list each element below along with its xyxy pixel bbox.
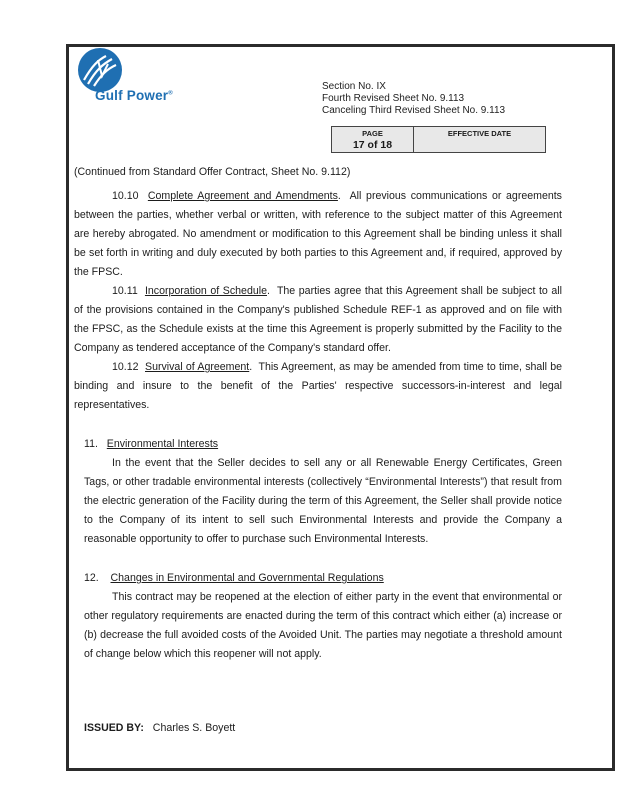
section-title: Incorporation of Schedule (144, 285, 267, 297)
section-title: Environmental Interests (106, 438, 219, 450)
sheet-header (322, 81, 505, 117)
company-logo-text: Gulf Power® (95, 88, 173, 103)
section-12-heading (74, 569, 562, 588)
sheet-number: Fourth Revised Sheet No. 9.113 (322, 93, 465, 104)
page-cell (332, 127, 414, 152)
page-value: 17 of 18 (352, 139, 393, 151)
section-text: The parties agree that this Agreement shall be subject to all of the provisions contained in the Company's published Schedule REF-1 as approved and on file with the FPSC, as the Schedule exists at the time this Agreement is properly submitted by the Facility to the Company as tendered acceptance of the Company's standard offer. (74, 285, 563, 354)
section-10-12: 10.12 Survival of Agreement. This Agreement, as may be amended from time to time, shall be binding and insure to the benefit of the Parties' respective successors-in-interest and legal representatives. (74, 361, 563, 411)
issued-by-label: ISSUED BY: (84, 722, 144, 734)
section-number: Section No. IX (322, 81, 386, 92)
effective-date-label: EFFECTIVE DATE (447, 129, 512, 138)
section-title: Changes in Environmental and Governmental Regulations (110, 572, 384, 584)
canceling-sheet: Canceling Third Revised Sheet No. 9.113 (322, 105, 506, 116)
gulf-power-logo-icon (76, 46, 124, 94)
section-12-text: This contract may be reopened at the election of either party in the event that environmental or other regulatory requirements are enacted during the term of this contract which either (a) increase or (b) decrease the full avoided costs of the Avoided Unit. The parties may negotiate a threshold amount of change below which this reopener will not apply. (84, 591, 562, 660)
section-title: Survival of Agreement (145, 361, 250, 373)
issued-by-name: Charles S. Boyett (152, 722, 236, 734)
section-11-text: In the event that the Seller decides to sell any or all Renewable Energy Certificates, Green Tags, or other tradable environmental interests (collectively “Environmental Interests”) that result from the electric generation of the Facility during the term of this Agreement, the Seller shall provide notice to the Company of its intent to sell such Environmental Interests and provide the Company a reasonable opportunity to offer to purchase such Environmental Interests. (84, 457, 562, 545)
section-10-10: 10.10 Complete Agreement and Amendments. All previous communications or agreements between the parties, whether verbal or written, with reference to the subject matter of this Agreement are hereby abrogated. No amendment or modification to this Agreement shall be binding unless it shall be set forth in writing and duly executed by both parties to this Agreement and, if required, approved by the FPSC. (74, 190, 562, 278)
section-number: 10.10 (112, 190, 139, 202)
effective-date-cell (414, 127, 545, 152)
document-body (74, 163, 562, 664)
section-text: All previous communications or agreements between the parties, whether verbal or written, with reference to the subject matter of this Agreement are hereby abrogated. No amendment or modification to this Agreement shall be binding unless it shall be set forth in writing and duly executed by both parties to this Agreement and, if required, approved by the FPSC. (74, 190, 562, 278)
section-number: 12. (84, 572, 99, 584)
section-number: 11. (84, 438, 98, 450)
section-title: Complete Agreement and Amendments (147, 190, 338, 202)
section-10-11: 10.11 Incorporation of Schedule. The parties agree that this Agreement shall be subject to all of the provisions contained in the Company's published Schedule REF-1 as approved and on file with the FPSC, as the Schedule exists at the time this Agreement is properly submitted by the Facility to the Company as tendered acceptance of the Company's standard offer. (74, 285, 563, 354)
section-number: 10.12 (112, 361, 139, 373)
issued-by (84, 722, 235, 734)
section-number: 10.11 (112, 285, 138, 297)
page-info-box (331, 126, 546, 153)
continued-note: (Continued from Standard Offer Contract, Sheet No. 9.112) (74, 166, 351, 178)
page-label: PAGE (362, 129, 383, 138)
section-11-heading (74, 435, 562, 454)
section-text: This Agreement, as may be amended from time to time, shall be binding and insure to the benefit of the Parties' respective successors-in-interest and legal representatives. (74, 361, 563, 411)
